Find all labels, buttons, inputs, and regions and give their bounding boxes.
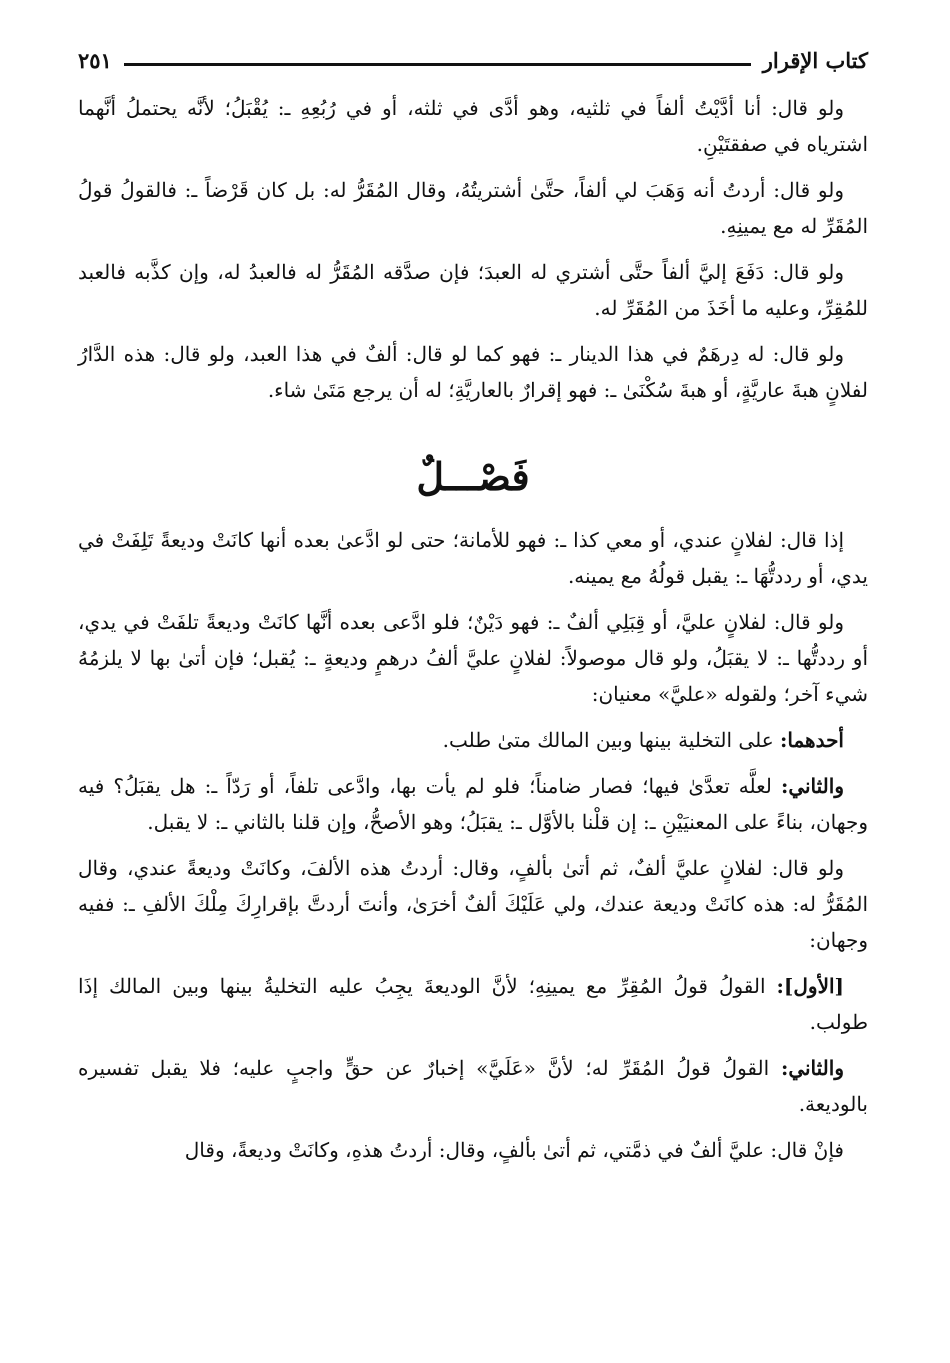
paragraph — [78, 1050, 868, 1122]
paragraph-text: ولو قال: لفلانٍ عليَّ، أو قِبَلِي ألفٌ ـ: فهو دَيْنٌ؛ فلو ادَّعى بعده أنَّها كانَتْ وديعةً تلفَتْ في يدي، أو رددتُّها ـ: لا يقبَلُ، ولو قال موصولاً: لفلانٍ عليَّ ألفُ درهمٍ وديعةٍ ـ: يُقبل؛ فإن أتىٰ بها لا يلزمُهُ شيء آخر؛ ولقوله «عليَّ» معنيان: — [78, 610, 868, 706]
paragraph-lead: والثاني: — [780, 774, 844, 798]
paragraph — [78, 522, 868, 594]
header-rule — [124, 63, 751, 66]
paragraph — [78, 768, 868, 840]
paragraph — [78, 1132, 868, 1168]
paragraph — [78, 722, 868, 758]
paragraph: ولو قال: أردتُ أنه وَهَبَ لي ألفاً، حتَّىٰ أشتريتُهُ، وقال المُقَرُّ له: بل كان قَرْضاً ـ: فالقولُ قولُ المُقَرِّ له مع يمينِهِ. — [78, 178, 868, 238]
paragraph: ولو قال: له دِرهَمٌ في هذا الدينار ـ: فهو كما لو قال: ألفٌ في هذا العبد، ولو قال: هذه الدَّارُ لفلانٍ هبةَ عاريَّةٍ، أو هبةَ سُكْنَىٰ ـ: فهو إقرارٌ بالعاريَّةِ؛ له أن يرجع مَتَىٰ شاء. — [78, 342, 868, 402]
paragraph-text: القولُ قولُ المُقِرِّ مع يمينِهِ؛ لأنَّ الوديعةَ يجِبُ عليه التخليةُ بينها وبين المالك إذَا طولب. — [78, 974, 868, 1034]
paragraph-text: القولُ قولُ المُقَرِّ له؛ لأنَّ «عَلَيَّ» إخبارٌ عن حقٍّ واجبٍ عليه؛ فلا يقبل تفسيره بالوديعة. — [78, 1056, 868, 1116]
paragraph-text: إذا قال: لفلانٍ عندي، أو معي كذا ـ: فهو للأمانة؛ حتى لو ادَّعىٰ بعده أنها كانَتْ وديعةً تَلِفَتْ في يدي، أو رددتُّهَا ـ: يقبل قولُهُ مع يمينه. — [78, 528, 868, 588]
paragraph — [78, 968, 868, 1040]
paragraph-lead: والثاني: — [780, 1056, 844, 1080]
paragraph-text: فإنْ قال: عليَّ ألفٌ في ذمَّتي، ثم أتىٰ بألفٍ، وقال: أردتُ هذهِ، وكانَتْ وديعةً، وقال — [184, 1138, 844, 1162]
section-heading: فَصْـــلٌ — [416, 454, 530, 499]
paragraph — [78, 604, 868, 712]
page-header — [78, 40, 868, 80]
paragraph-lead: [الأول]: — [776, 974, 844, 998]
paragraph-text: على التخلية بينها وبين المالك متىٰ طلب. — [442, 728, 780, 752]
paragraph — [78, 850, 868, 958]
paragraph-text: لعلَّه تعدَّىٰ فيها؛ فصار ضامناً؛ فلو لم يأت بها، وادَّعى تلفاً، أو رَدّاً ـ: هل يقبَلُ؟ فيه وجهان، بناءً على المعنيَيْنِ ـ: إن قلْنا بالأوَّل ـ: يقبَلُ؛ وهو الأصحُّ، وإن قلنا بالثاني ـ: لا يقبل. — [78, 774, 868, 834]
paragraph-lead: أحدهما: — [779, 728, 844, 752]
paragraph: ولو قال: دَفَعَ إليَّ ألفاً حتَّى أشتري له العبدَ؛ فإن صدَّقه المُقَرُّ له فالعبدُ له، وإن كذَّبه فالعبد للمُقِرِّ، وعليه ما أخَذَ من المُقَرِّ له. — [78, 260, 868, 320]
running-title: كتاب الإقرار — [762, 47, 868, 73]
paragraph: ولو قال: أنا أدَّيْتُ ألفاً في ثلثيه، وهو أدَّى في ثلثه، أو في رُبُعِهِ ـ: يُقْبَلُ؛ لأنَّه يحتملُ أنَّهما اشترياه في صفقتَيْنِ. — [78, 96, 868, 156]
page-number: ٢٥١ — [78, 47, 112, 73]
paragraph-text: ولو قال: لفلانٍ عليَّ ألفٌ، ثم أتىٰ بألفٍ، وقال: أردتُ هذه الألفَ، وكانَتْ وديعةً عندي، وقال المُقَرُّ له: هذه كانَتْ وديعة عندك، ولي عَلَيْكَ ألفٌ أخرَىٰ، وأنتَ أردتَّ بإقرارِكَ مِلْكَ الألفِ ـ: ففيه وجهان: — [78, 856, 868, 952]
book-page — [78, 40, 868, 1178]
